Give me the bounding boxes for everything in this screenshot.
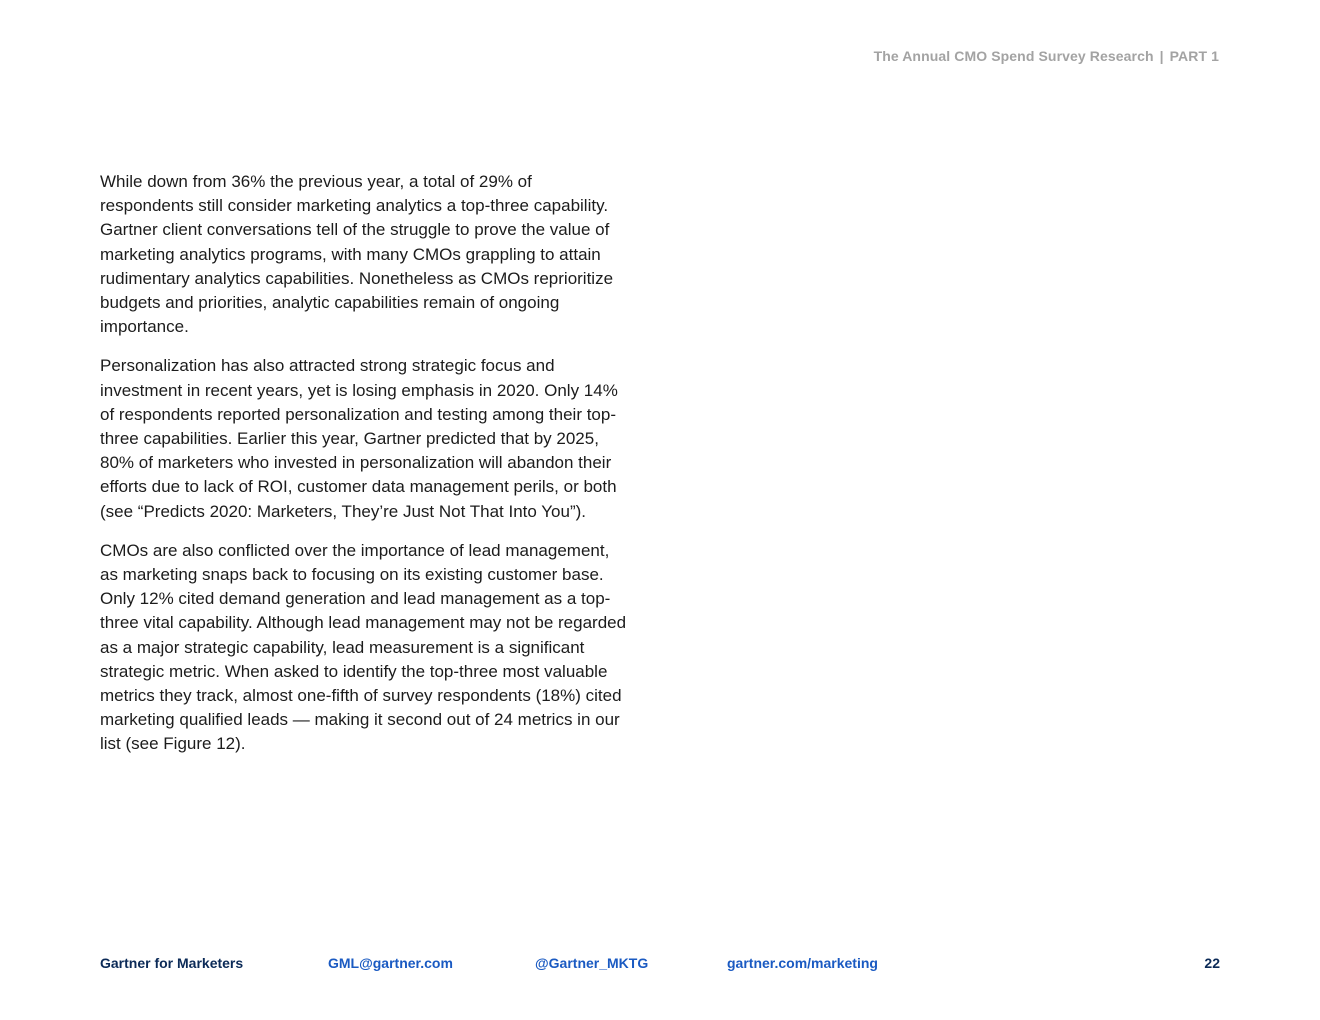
page-footer [100,955,1220,975]
body-text-column [100,170,630,772]
header-title: The Annual CMO Spend Survey Research [873,48,1154,64]
footer-social-link[interactable]: @Gartner_MKTG [535,955,649,971]
footer-website-link[interactable]: gartner.com/marketing [727,955,878,971]
page-number: 22 [1204,955,1220,971]
running-header [874,48,1219,64]
paragraph-personalization: Personalization has also attracted strong strategic focus and investment in recent years, yet is losing emphasis in 2020. Only 14% of respondents reported personalization and testing among their top-three capabilities. Earlier this year, Gartner predicted that by 2025, 80% of marketers who invested in personalization will abandon their efforts due to lack of ROI, customer data management perils, or both (see “Predicts 2020: Marketers, They’re Just Not That Into You”). [100,356,618,521]
header-part: PART 1 [1169,48,1219,64]
header-separator: | [1159,48,1164,64]
footer-email-link[interactable]: GML@gartner.com [328,955,453,971]
paragraph-lead-management: CMOs are also conflicted over the importance of lead management, as marketing snaps back to focusing on its existing customer base. Only 12% cited demand generation and lead management as a top-three vital capability. Although lead management may not be regarded as a major strategic capability, lead measurement is a significant strategic metric. When asked to identify the top-three most valuable metrics they track, almost one-fifth of survey respondents (18%) cited marketing qualified leads — making it second out of 24 metrics in our list (see Figure 12). [100,540,627,754]
paragraph-analytics: While down from 36% the previous year, a total of 29% of respondents still consider marketing analytics a top-three capability. Gartner client conversations tell of the struggle to prove the value of marketing analytics programs, with many CMOs grappling to attain rudimentary analytics capabilities. Nonetheless as CMOs reprioritize budgets and priorities, analytic capabilities remain of ongoing importance. [100,172,614,337]
footer-brand: Gartner for Marketers [100,955,244,971]
